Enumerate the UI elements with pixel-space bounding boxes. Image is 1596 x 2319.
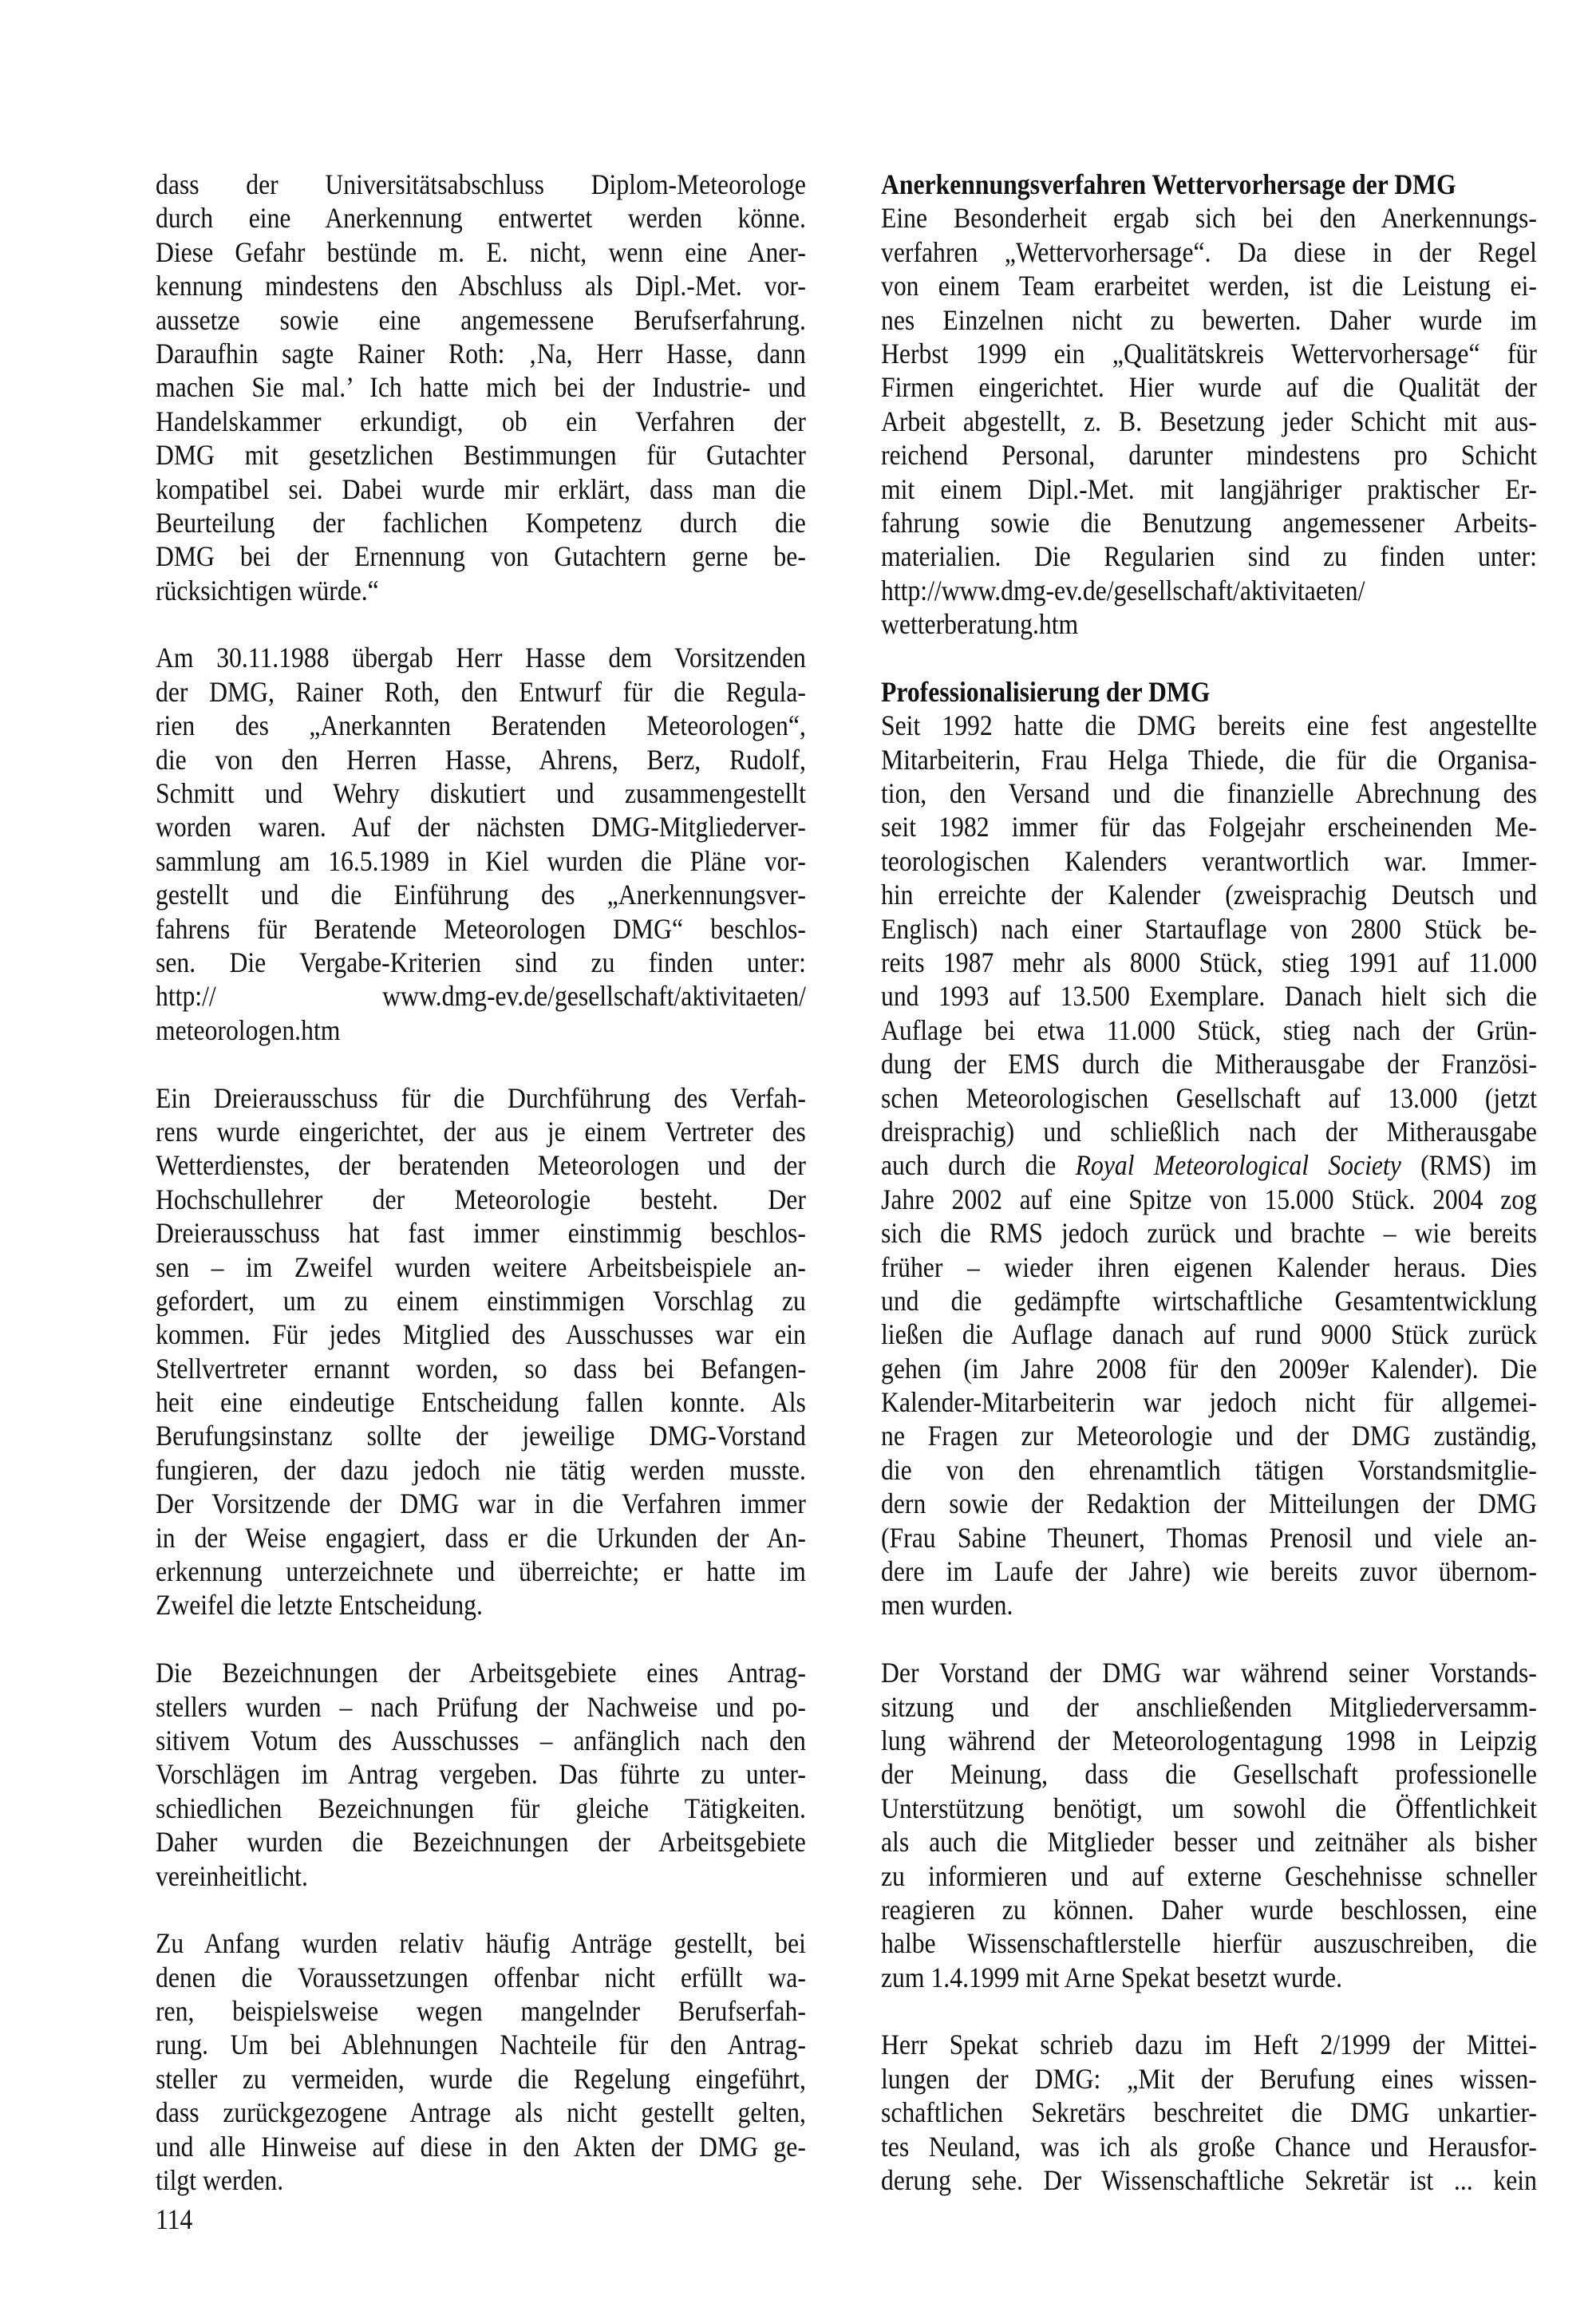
text-line: Zweifel die letzte Entscheidung. bbox=[156, 1589, 483, 1622]
text-line: steller zu vermeiden, wurde die Regelung eingeführt, bbox=[156, 2062, 806, 2095]
text-line: tion, den Versand und die finanzielle Abrechnung des bbox=[881, 777, 1537, 810]
text-line: fahrung sowie die Benutzung angemessener Arbeits- bbox=[881, 506, 1537, 539]
text-line: lungen der DMG: „Mit der Berufung eines wissen- bbox=[881, 2062, 1537, 2095]
text-line: derung sehe. Der Wissenschaftliche Sekretär ist ... kein bbox=[881, 2164, 1537, 2197]
text-line: wetterberatung.htm bbox=[881, 608, 1079, 641]
text-line: dass der Universitätsabschluss Diplom-Meteorologe bbox=[156, 168, 806, 200]
left-column bbox=[156, 168, 806, 2231]
text-line: Auflage bei etwa 11.000 Stück, stieg nach der Grün- bbox=[881, 1013, 1537, 1046]
text-line: Dreierausschuss hat fast immer einstimmig beschlos- bbox=[156, 1217, 806, 1250]
paragraph bbox=[156, 1656, 806, 1893]
paragraph bbox=[156, 1926, 806, 2197]
right-column bbox=[881, 168, 1537, 2231]
text-line: materialien. Die Regularien sind zu finden unter: bbox=[881, 540, 1537, 573]
text-line: fahrens für Beratende Meteorologen DMG“ beschlos- bbox=[156, 912, 806, 945]
text-line: Firmen eingerichtet. Hier wurde auf die Qualität der bbox=[881, 371, 1537, 404]
text-line: DMG mit gesetzlichen Bestimmungen für Gutachter bbox=[156, 439, 806, 472]
paragraph bbox=[881, 1656, 1537, 1994]
text-line: stellers wurden – nach Prüfung der Nachweise und po- bbox=[156, 1690, 806, 1723]
heading-text: Anerkennungsverfahren Wettervorhersage der DMG bbox=[881, 168, 1456, 200]
text-line: nes Einzelnen nicht zu bewerten. Daher wurde im bbox=[881, 303, 1537, 336]
text-line: machen Sie mal.’ Ich hatte mich bei der Industrie- und bbox=[156, 371, 806, 404]
text-line: Eine Besonderheit ergab sich bei den Anerkennungs- bbox=[881, 202, 1537, 235]
text-line: sitzung und der anschließenden Mitgliederversamm- bbox=[881, 1690, 1537, 1723]
text-line: tilgt werden. bbox=[156, 2164, 284, 2197]
text-line: dass zurückgezogene Antrage als nicht gestellt gelten, bbox=[156, 2096, 806, 2129]
text-line: durch eine Anerkennung entwertet werden könne. bbox=[156, 202, 806, 235]
text-line: Arbeit abgestellt, z. B. Besetzung jeder Schicht mit aus- bbox=[881, 405, 1537, 437]
text-line: Zu Anfang wurden relativ häufig Anträge gestellt, bei bbox=[156, 1927, 806, 1960]
text-line: Berufungsinstanz sollte der jeweilige DMG-Vorstand bbox=[156, 1420, 806, 1452]
italic-text: Royal Meteorological Society bbox=[1075, 1149, 1401, 1182]
text-line: ließen die Auflage danach auf rund 9000 Stück zurück bbox=[881, 1318, 1537, 1351]
text-line: Der Vorstand der DMG war während seiner Vorstands- bbox=[881, 1657, 1537, 1689]
text-line: und alle Hinweise auf diese in den Akten der DMG ge- bbox=[156, 2130, 806, 2163]
text-line: Kalender-Mitarbeiterin war jedoch nicht für allgemei- bbox=[881, 1386, 1537, 1419]
text-line: und 1993 auf 13.500 Exemplare. Danach hielt sich die bbox=[881, 980, 1537, 1013]
text-line: Daher wurden die Bezeichnungen der Arbeitsgebiete bbox=[156, 1826, 806, 1859]
text-line: Vorschlägen im Antrag vergeben. Das führte zu unter- bbox=[156, 1758, 806, 1791]
paragraph bbox=[156, 1081, 806, 1622]
text-line: DMG bei der Ernennung von Gutachtern gerne be- bbox=[156, 540, 806, 573]
text-line: sen – im Zweifel wurden weitere Arbeitsbeispiele an- bbox=[156, 1250, 806, 1283]
text-line: Unterstützung benötigt, um sowohl die Öffentlichkeit bbox=[881, 1792, 1537, 1824]
text-line: verfahren „Wettervorhersage“. Da diese in der Regel bbox=[881, 235, 1537, 268]
text-line: als auch die Mitglieder besser und zeitnäher als bisher bbox=[881, 1826, 1537, 1859]
text-line: Ein Dreierausschuss für die Durchführung des Verfah- bbox=[156, 1081, 806, 1114]
heading-text: Professionalisierung der DMG bbox=[881, 675, 1211, 708]
text-line: reichend Personal, darunter mindestens pro Schicht bbox=[881, 439, 1537, 472]
text-line: kennung mindestens den Abschluss als Dipl.-Met. vor- bbox=[156, 270, 806, 302]
text-line: seit 1982 immer für das Folgejahr erscheinenden Me- bbox=[881, 811, 1537, 843]
text-line: der DMG, Rainer Roth, den Entwurf für die Regula- bbox=[156, 675, 806, 708]
text-line bbox=[881, 1148, 1537, 1182]
text-line: Stellvertreter ernannt worden, so dass bei Befangen- bbox=[156, 1352, 806, 1385]
text-line: zu informieren und auf externe Geschehnisse schneller bbox=[881, 1859, 1537, 1892]
text-line: meteorologen.htm bbox=[156, 1013, 341, 1046]
text-line: rung. Um bei Ablehnungen Nachteile für den Antrag- bbox=[156, 2029, 806, 2061]
text-line: dern sowie der Redaktion der Mitteilungen der DMG bbox=[881, 1487, 1537, 1520]
text-line: tes Neuland, was ich als große Chance und Herausfor- bbox=[881, 2130, 1537, 2163]
text-line: Daraufhin sagte Rainer Roth: ‚Na, Herr Hasse, dann bbox=[156, 337, 806, 369]
text-line: http://www.dmg-ev.de/gesellschaft/aktivitaeten/ bbox=[881, 574, 1365, 606]
text-line: gefordert, um zu einem einstimmigen Vorschlag zu bbox=[156, 1284, 806, 1317]
text-line: rücksichtigen würde.“ bbox=[156, 574, 379, 606]
text-line: vereinheitlicht. bbox=[156, 1859, 308, 1892]
paragraph bbox=[156, 641, 806, 1047]
text-segment: auch durch die bbox=[881, 1149, 1076, 1182]
text-segment: (RMS) im bbox=[1400, 1149, 1537, 1182]
paragraph bbox=[881, 709, 1537, 1622]
text-line: Hochschullehrer der Meteorologie besteht. Der bbox=[156, 1183, 806, 1215]
text-line: rien des „Anerkannten Beratenden Meteorologen“, bbox=[156, 709, 806, 742]
text-line: sen. Die Vergabe-Kriterien sind zu finden unter: bbox=[156, 946, 806, 978]
section-heading bbox=[881, 675, 1537, 709]
text-line: mit einem Dipl.-Met. mit langjähriger praktischer Er- bbox=[881, 472, 1537, 505]
text-line: zum 1.4.1999 mit Arne Spekat besetzt wurde. bbox=[881, 1961, 1343, 1993]
text-line: ren, beispielsweise wegen mangelnder Berufserfah- bbox=[156, 1995, 806, 2028]
text-line: Herbst 1999 ein „Qualitätskreis Wettervorhersage“ für bbox=[881, 337, 1537, 369]
text-line: hin erreichte der Kalender (zweisprachig Deutsch und bbox=[881, 879, 1537, 911]
page-number: 114 bbox=[156, 2203, 193, 2235]
text-line: Schmitt und Wehry diskutiert und zusammengestellt bbox=[156, 777, 806, 810]
text-line: Jahre 2002 auf eine Spitze von 15.000 Stück. 2004 zog bbox=[881, 1183, 1537, 1215]
text-line: lung während der Meteorologentagung 1998 in Leipzig bbox=[881, 1724, 1537, 1756]
paragraph bbox=[881, 201, 1537, 641]
text-line: Beurteilung der fachlichen Kompetenz durch die bbox=[156, 506, 806, 539]
text-line: Die Bezeichnungen der Arbeitsgebiete eines Antrag- bbox=[156, 1657, 806, 1689]
text-line: (Frau Sabine Theunert, Thomas Prenosil und viele an- bbox=[881, 1521, 1537, 1554]
text-line: sammlung am 16.5.1989 in Kiel wurden die Pläne vor- bbox=[156, 844, 806, 877]
text-line: die von den ehrenamtlich tätigen Vorstandsmitglie- bbox=[881, 1453, 1537, 1486]
text-line: heit eine eindeutige Entscheidung fallen konnte. Als bbox=[156, 1386, 806, 1419]
text-line: http:// www.dmg-ev.de/gesellschaft/aktivitaeten/ bbox=[156, 980, 806, 1013]
text-line: Seit 1992 hatte die DMG bereits eine fest angestellte bbox=[881, 709, 1537, 742]
text-line: erkennung unterzeichnete und überreichte; er hatte im bbox=[156, 1555, 806, 1588]
text-line: denen die Voraussetzungen offenbar nicht erfüllt wa- bbox=[156, 1961, 806, 1993]
text-line: reagieren zu können. Daher wurde beschlossen, eine bbox=[881, 1893, 1537, 1926]
text-line: Am 30.11.1988 übergab Herr Hasse dem Vorsitzenden bbox=[156, 642, 806, 674]
text-line: men wurden. bbox=[881, 1589, 1013, 1622]
text-line: gehen (im Jahre 2008 für den 2009er Kalender). Die bbox=[881, 1352, 1537, 1385]
text-line: sich die RMS jedoch zurück und brachte – wie bereits bbox=[881, 1217, 1537, 1250]
text-line: sitivem Votum des Ausschusses – anfänglich nach den bbox=[156, 1724, 806, 1756]
text-line: halbe Wissenschaftlerstelle hierfür auszuschreiben, die bbox=[881, 1927, 1537, 1960]
paragraph bbox=[156, 168, 806, 607]
text-line: Handelskammer erkundigt, ob ein Verfahren der bbox=[156, 405, 806, 437]
text-line: die von den Herren Hasse, Ahrens, Berz, Rudolf, bbox=[156, 743, 806, 776]
text-line: schaftlichen Sekretärs beschreitet die DMG unkartier- bbox=[881, 2096, 1537, 2129]
text-line: schiedlichen Bezeichnungen für gleiche Tätigkeiten. bbox=[156, 1792, 806, 1824]
text-line: schen Meteorologischen Gesellschaft auf 13.000 (jetzt bbox=[881, 1081, 1537, 1114]
text-line: Wetterdienstes, der beratenden Meteorologen und der bbox=[156, 1149, 806, 1182]
text-line: von einem Team erarbeitet werden, ist die Leistung ei- bbox=[881, 270, 1537, 302]
text-line: in der Weise engagiert, dass er die Urkunden der An- bbox=[156, 1521, 806, 1554]
text-line: kommen. Für jedes Mitglied des Ausschusses war ein bbox=[156, 1318, 806, 1351]
text-line: teorologischen Kalenders verantwortlich war. Immer- bbox=[881, 844, 1537, 877]
text-line: rens wurde eingerichtet, der aus je einem Vertreter des bbox=[156, 1115, 806, 1148]
text-line: kompatibel sei. Dabei wurde mir erklärt, dass man die bbox=[156, 472, 806, 505]
text-line: der Meinung, dass die Gesellschaft professionelle bbox=[881, 1758, 1537, 1791]
text-line: worden waren. Auf der nächsten DMG-Mitgliederver- bbox=[156, 811, 806, 843]
section-heading bbox=[881, 168, 1537, 201]
text-line: aussetze sowie eine angemessene Berufserfahrung. bbox=[156, 303, 806, 336]
text-line: dreisprachig) und schließlich nach der Mitherausgabe bbox=[881, 1115, 1537, 1148]
text-line: Der Vorsitzende der DMG war in die Verfahren immer bbox=[156, 1487, 806, 1520]
text-line: gestellt und die Einführung des „Anerkennungsver- bbox=[156, 879, 806, 911]
text-line: Mitarbeiterin, Frau Helga Thiede, die für die Organisa- bbox=[881, 743, 1537, 776]
text-line: früher – wieder ihren eigenen Kalender heraus. Dies bbox=[881, 1250, 1537, 1283]
paragraph bbox=[881, 2028, 1537, 2197]
text-line: Diese Gefahr bestünde m. E. nicht, wenn eine Aner- bbox=[156, 235, 806, 268]
text-line: dere im Laufe der Jahre) wie bereits zuvor übernom- bbox=[881, 1555, 1537, 1588]
text-line: ne Fragen zur Meteorologie und der DMG zuständig, bbox=[881, 1420, 1537, 1452]
text-line: reits 1987 mehr als 8000 Stück, stieg 1991 auf 11.000 bbox=[881, 946, 1537, 978]
text-line: dung der EMS durch die Mitherausgabe der Französi- bbox=[881, 1048, 1537, 1080]
text-line: Herr Spekat schrieb dazu im Heft 2/1999 der Mittei- bbox=[881, 2029, 1537, 2061]
text-line: und die gedämpfte wirtschaftliche Gesamtentwicklung bbox=[881, 1284, 1537, 1317]
text-line: fungieren, der dazu jedoch nie tätig werden musste. bbox=[156, 1453, 806, 1486]
text-line: Englisch) nach einer Startauflage von 2800 Stück be- bbox=[881, 912, 1537, 945]
